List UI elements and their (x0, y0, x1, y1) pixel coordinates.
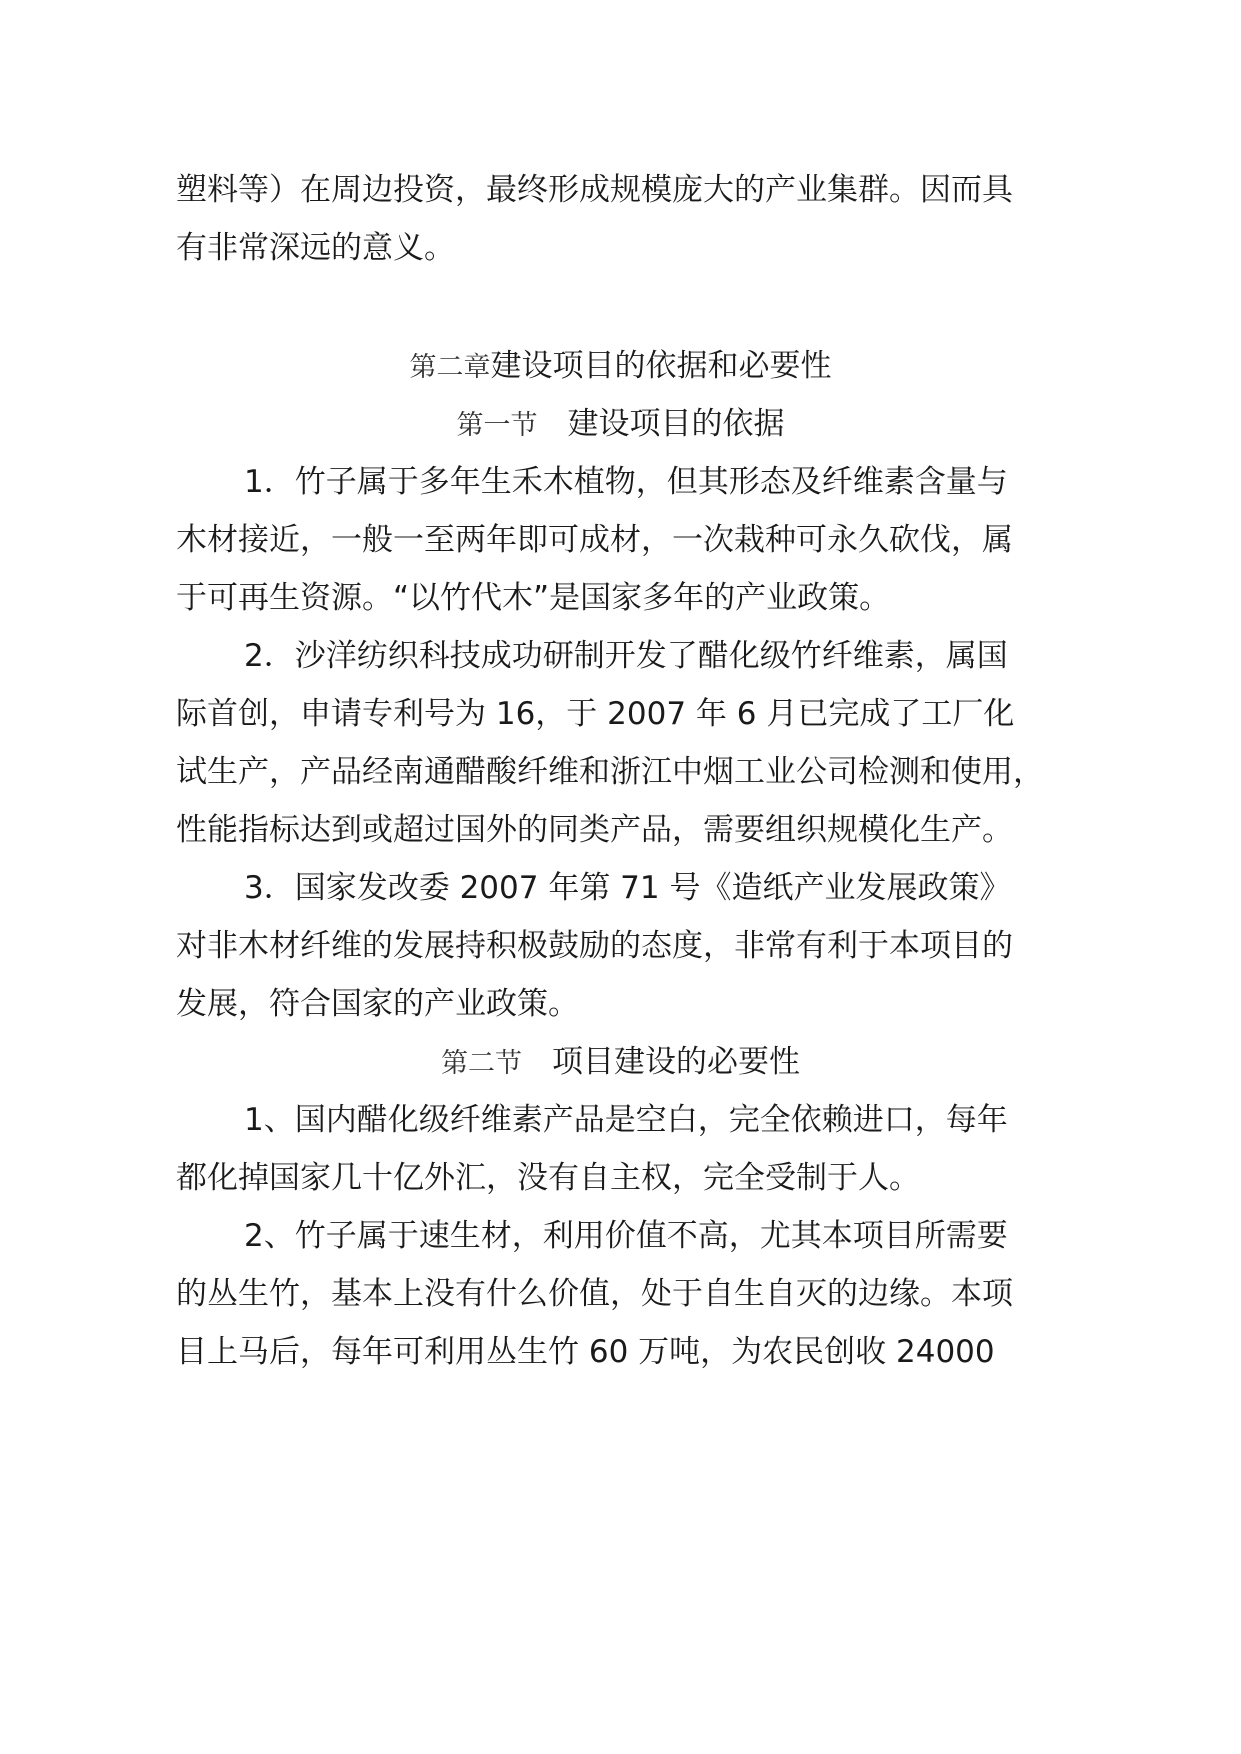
section-heading (0, 1042, 1241, 1087)
paragraph-line: 发展，符合国家的产业政策。 (176, 986, 579, 1022)
paragraph-line: 性能指标达到或超过国外的同类产品，需要组织规模化生产。 (176, 812, 1013, 848)
paragraph-line: 2．沙洋纺织科技成功研制开发了醋化级竹纤维素，属国 (244, 638, 1008, 674)
paragraph-line: 对非木材纤维的发展持积极鼓励的态度，非常有利于本项目的 (176, 928, 1013, 964)
chapter-title: 建设项目的依据和必要性 (490, 348, 832, 384)
section-title: 项目建设的必要性 (552, 1044, 800, 1080)
section-label: 第二节 (441, 1048, 522, 1079)
paragraph-line: 木材接近，一般一至两年即可成材，一次栽种可永久砍伐，属 (176, 522, 1013, 558)
paragraph-line: 1、国内醋化级纤维素产品是空白，完全依赖进口，每年 (244, 1102, 1008, 1138)
paragraph-line: 际首创，申请专利号为 16，于 2007 年 6 月已完成了工厂化 (176, 696, 1015, 732)
paragraph-line: 2、竹子属于速生材，利用价值不高，尤其本项目所需要 (244, 1218, 1008, 1254)
paragraph-line: 于可再生资源。“以竹代木”是国家多年的产业政策。 (176, 580, 891, 616)
paragraph-line: 试生产，产品经南通醋酸纤维和浙江中烟工业公司检测和使用， (176, 754, 1044, 790)
paragraph-line: 的丛生竹，基本上没有什么价值，处于自生自灭的边缘。本项 (176, 1276, 1013, 1312)
chapter-heading (0, 346, 1241, 391)
chapter-label: 第二章 (409, 352, 491, 383)
paragraph-line: 塑料等）在周边投资，最终形成规模庞大的产业集群。因而具 (176, 172, 1013, 208)
paragraph-line: 3．国家发改委 2007 年第 71 号《造纸产业发展政策》 (244, 870, 1011, 906)
paragraph-line: 目上马后，每年可利用丛生竹 60 万吨，为农民创收 24000 (176, 1334, 995, 1370)
paragraph-line: 1．竹子属于多年生禾木植物，但其形态及纤维素含量与 (244, 464, 1008, 500)
section-title: 建设项目的依据 (567, 406, 785, 442)
paragraph-line: 都化掉国家几十亿外汇，没有自主权，完全受制于人。 (176, 1160, 920, 1196)
section-label: 第一节 (456, 410, 538, 441)
section-heading (0, 404, 1241, 449)
paragraph-line: 有非常深远的意义。 (176, 230, 455, 266)
